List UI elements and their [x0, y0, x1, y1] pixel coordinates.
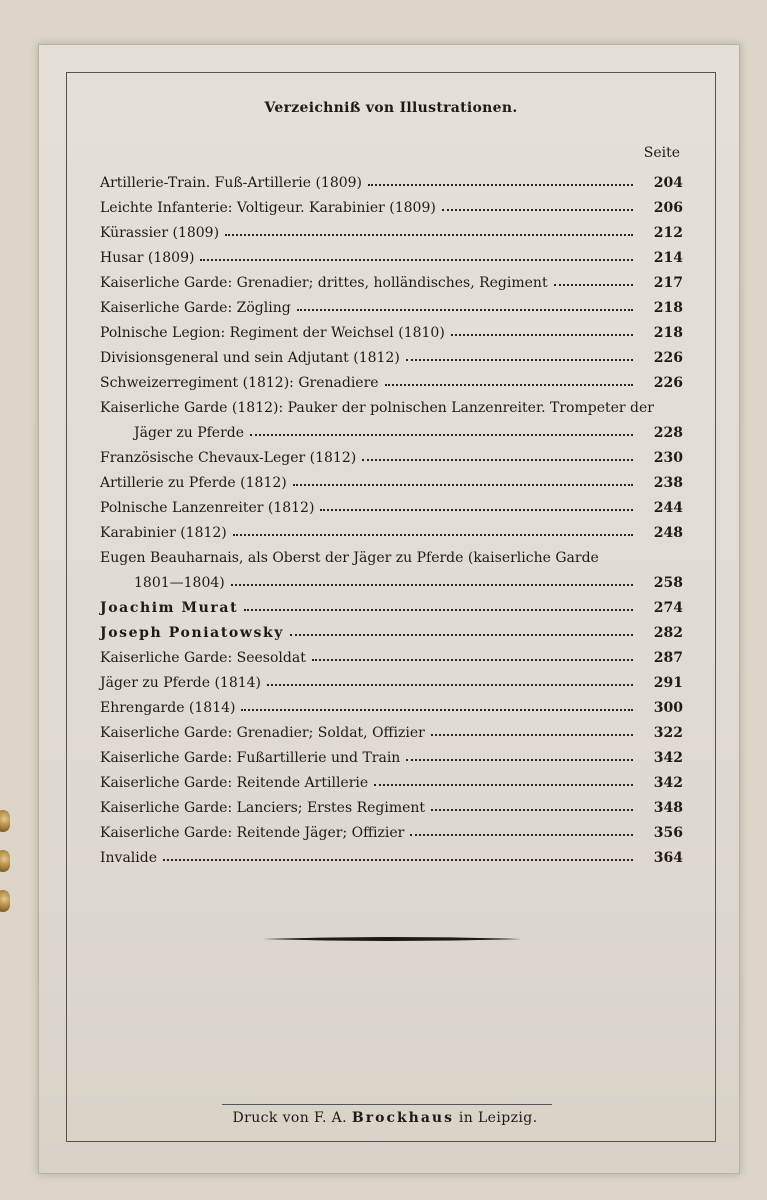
list-item — [100, 266, 683, 291]
entry-title: Kaiserliche Garde: Zögling — [100, 300, 291, 316]
dot-leader — [406, 358, 633, 361]
entry-title: Ehrengarde (1814) — [100, 700, 236, 716]
dot-leader — [431, 733, 633, 736]
list-item — [100, 591, 683, 616]
entry-page-number: 274 — [653, 600, 683, 616]
list-item — [100, 316, 683, 341]
dot-leader — [410, 833, 633, 836]
entry-page-number: 217 — [653, 275, 683, 291]
list-item — [100, 216, 683, 241]
entry-title: Französische Chevaux-Leger (1812) — [100, 450, 357, 466]
entry-page-number: 226 — [653, 375, 683, 391]
entry-title: Jäger zu Pferde (1814) — [100, 675, 262, 691]
entry-title: Leichte Infanterie: Voltigeur. Karabinier (1809) — [100, 200, 436, 216]
list-item — [100, 741, 683, 766]
printer-suffix: in Leipzig. — [458, 1110, 538, 1126]
dot-leader — [231, 583, 633, 586]
entry-page-number: 214 — [653, 250, 683, 266]
list-item — [100, 716, 683, 741]
entry-title: Kaiserliche Garde (1812): Pauker der polnischen Lanzenreiter. Trompeter der — [100, 400, 654, 416]
list-item — [100, 841, 683, 866]
entry-page-number: 342 — [653, 775, 683, 791]
entry-page-number: 228 — [653, 425, 683, 441]
dot-leader — [362, 458, 633, 461]
dot-leader — [244, 608, 633, 611]
dot-leader — [290, 633, 633, 636]
entry-title: Schweizerregiment (1812): Grenadiere — [100, 375, 379, 391]
binding-rings — [0, 810, 14, 920]
dot-leader — [431, 808, 633, 811]
binding-ring-icon — [0, 810, 10, 832]
illustration-list — [100, 166, 683, 866]
list-item — [100, 816, 683, 841]
printer-imprint — [200, 1110, 570, 1126]
list-item — [100, 516, 683, 541]
list-item — [100, 191, 683, 216]
entry-page-number: 364 — [653, 850, 683, 866]
list-item — [100, 566, 683, 591]
list-item — [100, 466, 683, 491]
list-item — [100, 641, 683, 666]
list-item — [100, 241, 683, 266]
entry-title: Kaiserliche Garde: Lanciers; Erstes Regiment — [100, 800, 426, 816]
entry-title: Joseph Poniatowsky — [100, 625, 285, 641]
entry-page-number: 356 — [653, 825, 683, 841]
entry-title: Polnische Lanzenreiter (1812) — [100, 500, 315, 516]
entry-page-number: 218 — [653, 300, 683, 316]
entry-page-number: 244 — [653, 500, 683, 516]
entry-page-number: 322 — [653, 725, 683, 741]
entry-title: Eugen Beauharnais, als Oberst der Jäger zu Pferde (kaiserliche Garde — [100, 550, 599, 566]
entry-page-number: 206 — [653, 200, 683, 216]
entry-title: Joachim Murat — [100, 600, 239, 616]
binding-ring-icon — [0, 890, 10, 912]
entry-title: Kaiserliche Garde: Fußartillerie und Train — [100, 750, 401, 766]
entry-title: Divisionsgeneral und sein Adjutant (1812) — [100, 350, 400, 366]
entry-title-continued: 1801—1804) — [134, 575, 225, 591]
entry-title-continued: Jäger zu Pferde — [134, 425, 245, 441]
printer-name: Brockhaus — [351, 1110, 454, 1126]
dot-leader — [241, 708, 633, 711]
list-item — [100, 341, 683, 366]
list-item — [100, 766, 683, 791]
entry-page-number: 287 — [653, 650, 683, 666]
list-item — [100, 291, 683, 316]
entry-title: Polnische Legion: Regiment der Weichsel (1810) — [100, 325, 445, 341]
dot-leader — [267, 683, 633, 686]
entry-title: Kaiserliche Garde: Reitende Artillerie — [100, 775, 369, 791]
list-item — [100, 791, 683, 816]
entry-title: Kaiserliche Garde: Reitende Jäger; Offizier — [100, 825, 405, 841]
entry-page-number: 226 — [653, 350, 683, 366]
entry-page-number: 218 — [653, 325, 683, 341]
entry-page-number: 300 — [653, 700, 683, 716]
entry-page-number: 204 — [653, 175, 683, 191]
dot-leader — [250, 433, 633, 436]
list-item — [100, 391, 683, 416]
dot-leader — [368, 183, 633, 186]
list-item — [100, 441, 683, 466]
dot-leader — [293, 483, 633, 486]
list-item — [100, 616, 683, 641]
list-item — [100, 666, 683, 691]
list-item — [100, 491, 683, 516]
dot-leader — [225, 233, 633, 236]
entry-title: Kürassier (1809) — [100, 225, 220, 241]
dot-leader — [297, 308, 633, 311]
dot-leader — [312, 658, 633, 661]
entry-title: Artillerie zu Pferde (1812) — [100, 475, 287, 491]
entry-title: Invalide — [100, 850, 158, 866]
list-item — [100, 541, 683, 566]
dot-leader — [374, 783, 633, 786]
entry-page-number: 291 — [653, 675, 683, 691]
page-column-label: Seite — [643, 145, 680, 161]
list-item — [100, 166, 683, 191]
list-item — [100, 691, 683, 716]
ornamental-rule — [262, 936, 522, 942]
entry-title: Karabinier (1812) — [100, 525, 227, 541]
dot-leader — [554, 283, 633, 286]
dot-leader — [442, 208, 633, 211]
dot-leader — [200, 258, 633, 261]
entry-page-number: 282 — [653, 625, 683, 641]
entry-page-number: 258 — [653, 575, 683, 591]
dot-leader — [406, 758, 633, 761]
list-item — [100, 416, 683, 441]
list-item — [100, 366, 683, 391]
entry-title: Kaiserliche Garde: Grenadier; drittes, holländisches, Regiment — [100, 275, 548, 291]
page-title: Verzeichniß von Illustrationen. — [264, 100, 518, 116]
dot-leader — [320, 508, 633, 511]
binding-ring-icon — [0, 850, 10, 872]
entry-page-number: 230 — [653, 450, 683, 466]
entry-title: Kaiserliche Garde: Seesoldat — [100, 650, 306, 666]
dot-leader — [163, 858, 633, 861]
dot-leader — [233, 533, 633, 536]
entry-title: Husar (1809) — [100, 250, 195, 266]
dot-leader — [385, 383, 633, 386]
entry-page-number: 248 — [653, 525, 683, 541]
printer-prefix: Druck von F. A. — [232, 1110, 348, 1126]
entry-title: Kaiserliche Garde: Grenadier; Soldat, Offizier — [100, 725, 425, 741]
entry-page-number: 342 — [653, 750, 683, 766]
entry-page-number: 348 — [653, 800, 683, 816]
dot-leader — [451, 333, 633, 336]
entry-page-number: 212 — [653, 225, 683, 241]
entry-title: Artillerie-Train. Fuß-Artillerie (1809) — [100, 175, 363, 191]
entry-page-number: 238 — [653, 475, 683, 491]
printer-rule — [222, 1104, 552, 1105]
